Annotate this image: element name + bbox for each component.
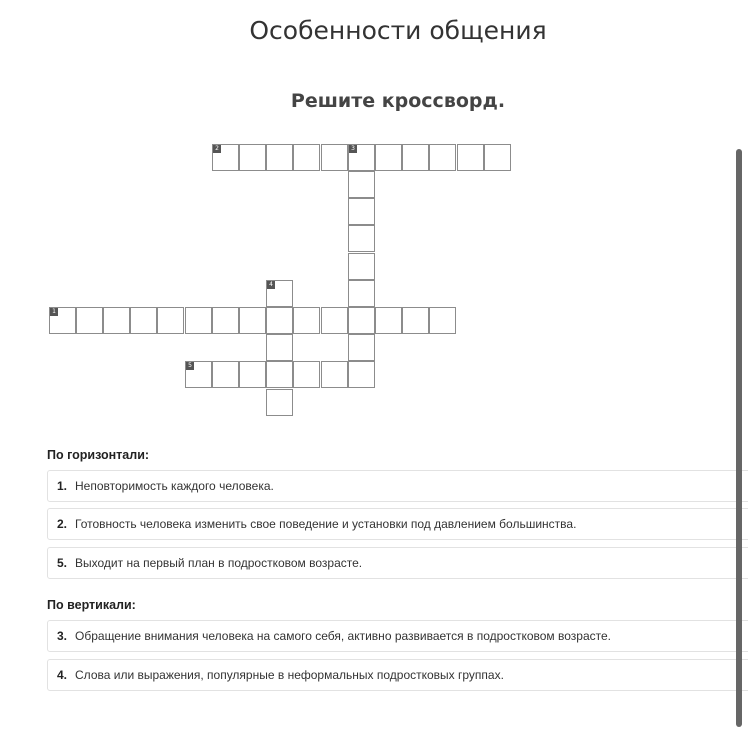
page-title: Особенности общения	[249, 16, 547, 45]
clue-across-1	[47, 470, 748, 502]
crossword-cell[interactable]	[103, 307, 130, 334]
clue-number-marker: 2	[213, 145, 221, 153]
crossword-cell[interactable]	[375, 144, 402, 171]
crossword-cell[interactable]	[348, 144, 375, 171]
crossword-cell[interactable]	[402, 144, 429, 171]
clue-number: 1.	[57, 479, 68, 493]
clue-number-marker: 1	[50, 308, 58, 316]
clue-across-5	[47, 547, 748, 579]
crossword-cell[interactable]	[266, 361, 293, 388]
page-subtitle: Решите кроссворд.	[290, 90, 506, 112]
crossword-cell[interactable]	[266, 144, 293, 171]
crossword-cell[interactable]	[212, 144, 239, 171]
crossword-cell[interactable]	[348, 198, 375, 225]
clue-text: Готовность человека изменить свое поведение и установки под давлением большинства.	[75, 517, 577, 531]
crossword-cell[interactable]	[321, 144, 348, 171]
crossword-cell[interactable]	[212, 361, 239, 388]
crossword-cell[interactable]	[157, 307, 184, 334]
clue-text: Слова или выражения, популярные в неформальных подростковых группах.	[75, 668, 504, 682]
crossword-cell[interactable]	[293, 144, 320, 171]
clue-number-marker: 4	[267, 281, 275, 289]
clue-number-marker: 3	[349, 145, 357, 153]
clue-number: 4.	[57, 668, 68, 682]
crossword-cell[interactable]	[239, 361, 266, 388]
crossword-cell[interactable]	[185, 307, 212, 334]
crossword-cell[interactable]	[348, 225, 375, 252]
crossword-cell[interactable]	[321, 307, 348, 334]
across-heading: По горизонтали:	[47, 448, 150, 462]
clue-number-marker: 5	[186, 362, 194, 370]
crossword-cell[interactable]	[266, 307, 293, 334]
crossword-cell[interactable]	[130, 307, 157, 334]
crossword-cell[interactable]	[375, 307, 402, 334]
crossword-cell[interactable]	[429, 144, 456, 171]
crossword-cell[interactable]	[185, 361, 212, 388]
crossword-cell[interactable]	[348, 334, 375, 361]
clue-down-3	[47, 620, 748, 652]
clue-number: 3.	[57, 629, 68, 643]
crossword-cell[interactable]	[239, 307, 266, 334]
crossword-cell[interactable]	[429, 307, 456, 334]
clue-text: Обращение внимания человека на самого себя, активно развивается в подростковом возрасте.	[75, 629, 612, 643]
crossword-cell[interactable]	[266, 389, 293, 416]
crossword-cell[interactable]	[348, 307, 375, 334]
clue-text: Неповторимость каждого человека.	[75, 479, 274, 493]
crossword-cell[interactable]	[348, 171, 375, 198]
crossword-cell[interactable]	[293, 361, 320, 388]
crossword-cell[interactable]	[293, 307, 320, 334]
crossword-cell[interactable]	[49, 307, 76, 334]
crossword-cell[interactable]	[457, 144, 484, 171]
crossword-cell[interactable]	[76, 307, 103, 334]
crossword-cell[interactable]	[348, 361, 375, 388]
clue-number: 5.	[57, 556, 68, 570]
clue-down-4	[47, 659, 748, 691]
crossword-cell[interactable]	[266, 280, 293, 307]
vertical-scrollbar[interactable]	[736, 149, 742, 727]
crossword-cell[interactable]	[321, 361, 348, 388]
clue-number: 2.	[57, 517, 68, 531]
crossword-cell[interactable]	[348, 280, 375, 307]
clue-text: Выходит на первый план в подростковом возрасте.	[75, 556, 363, 570]
crossword-cell[interactable]	[212, 307, 239, 334]
down-heading: По вертикали:	[47, 598, 136, 612]
crossword-cell[interactable]	[266, 334, 293, 361]
clue-across-2	[47, 508, 748, 540]
crossword-cell[interactable]	[484, 144, 511, 171]
crossword-cell[interactable]	[239, 144, 266, 171]
crossword-cell[interactable]	[348, 253, 375, 280]
crossword-cell[interactable]	[402, 307, 429, 334]
